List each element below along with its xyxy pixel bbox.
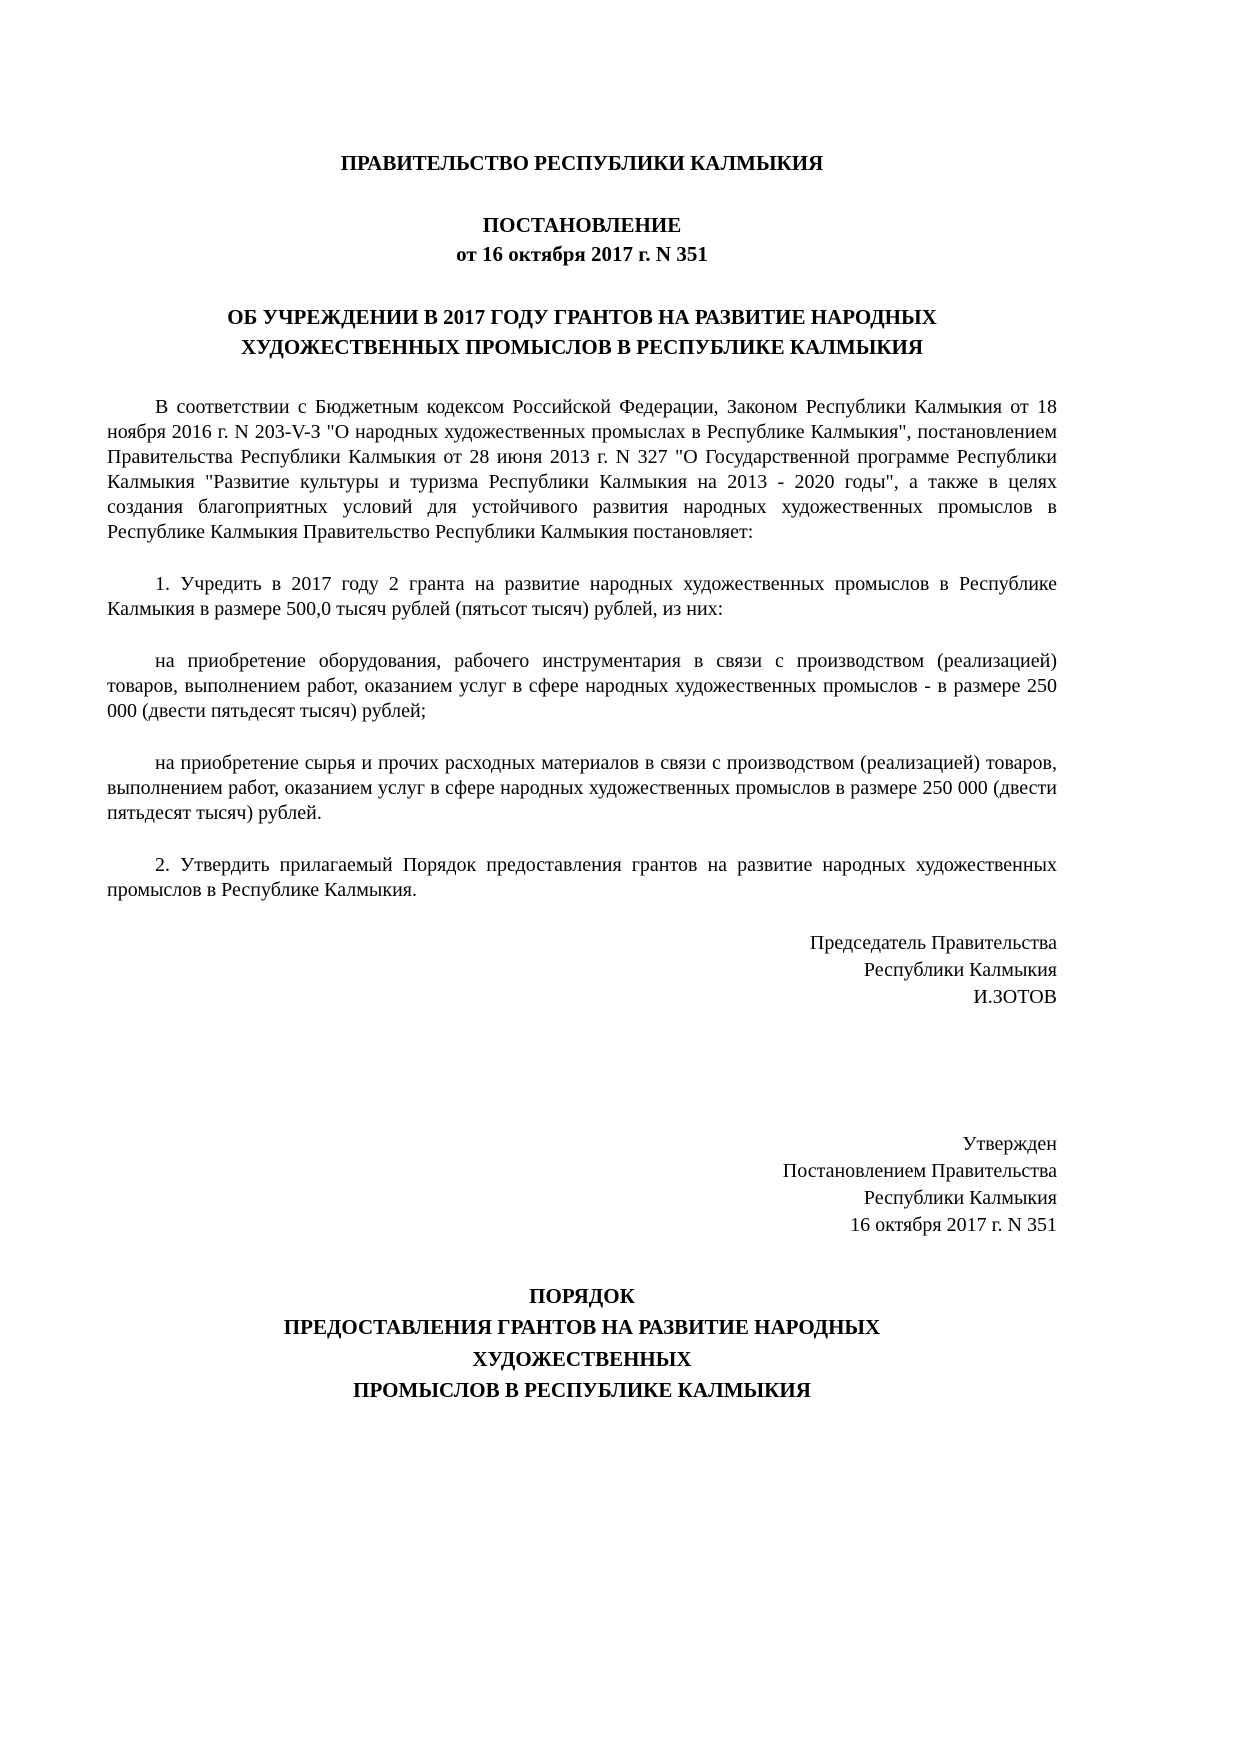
doc-date-number: от 16 октября 2017 г. N 351 bbox=[456, 241, 708, 266]
annex-title-line: ХУДОЖЕСТВЕННЫХ bbox=[472, 1346, 692, 1371]
body-paragraph: 1. Учредить в 2017 году 2 гранта на развитие народных художественных промыслов в Республике Калмыкия в размере 500,0 тысяч рублей (пятьсот тысяч) рублей, из них: bbox=[107, 572, 1057, 620]
doc-title-line: ХУДОЖЕСТВЕННЫХ ПРОМЫСЛОВ В РЕСПУБЛИКЕ КАЛМЫКИЯ bbox=[240, 335, 924, 360]
doc-title-line: ОБ УЧРЕЖДЕНИИ В 2017 ГОДУ ГРАНТОВ НА РАЗВИТИЕ НАРОДНЫХ bbox=[227, 304, 937, 329]
approval-line: Республики Калмыкия bbox=[863, 1186, 1057, 1209]
approval-line: Постановлением Правительства bbox=[782, 1159, 1057, 1182]
doc-title bbox=[107, 302, 1057, 363]
approval-block bbox=[107, 1131, 1057, 1239]
body-paragraph: на приобретение оборудования, рабочего инструментария в связи с производством (реализацией) товаров, выполнением работ, оказанием услуг в сфере народных художественных промыслов - в размере 250 000 (двести пятьдесят тысяч) рублей; bbox=[107, 649, 1057, 722]
signature-line: Республики Калмыкия bbox=[863, 958, 1057, 981]
doc-type-heading: ПОСТАНОВЛЕНИЕ bbox=[482, 213, 682, 238]
body-paragraph: В соответствии с Бюджетным кодексом Российской Федерации, Законом Республики Калмыкия от 18 ноября 2016 г. N 203-V-З "О народных художественных промыслах в Республике Калмыкия", постановлением Правительства Республики Калмыкия от 28 июня 2013 г. N 327 "О Государственной программе Республики Калмыкия "Развитие культуры и туризма Республики Калмыкия на 2013 - 2020 годы", а также в целях создания благоприятных условий для устойчивого развития народных художественных промыслов в Республике Калмыкия Правительство Республики Калмыкия постановляет: bbox=[107, 395, 1057, 543]
approval-line: Утвержден bbox=[962, 1132, 1057, 1155]
annex-title-line: ПРЕДОСТАВЛЕНИЯ ГРАНТОВ НА РАЗВИТИЕ НАРОДНЫХ bbox=[283, 1315, 881, 1340]
body-paragraph: 2. Утвердить прилагаемый Порядок предоставления грантов на развитие народных художественных промыслов в Республике Калмыкия. bbox=[107, 853, 1057, 901]
authority-heading: ПРАВИТЕЛЬСТВО РЕСПУБЛИКИ КАЛМЫКИЯ bbox=[340, 151, 824, 175]
doc-type-block bbox=[107, 211, 1057, 268]
annex-title bbox=[107, 1281, 1057, 1407]
annex-title-line: ПРОМЫСЛОВ В РЕСПУБЛИКЕ КАЛМЫКИЯ bbox=[353, 1378, 811, 1403]
signature-line: Председатель Правительства bbox=[809, 931, 1057, 954]
approval-line: 16 октября 2017 г. N 351 bbox=[850, 1213, 1057, 1236]
signature-name: И.ЗОТОВ bbox=[973, 985, 1057, 1008]
body-paragraph: на приобретение сырья и прочих расходных материалов в связи с производством (реализацией) товаров, выполнением работ, оказанием услуг в сфере народных художественных промыслов в размере 250 000 (двести пятьдесят тысяч) рублей. bbox=[107, 751, 1057, 824]
document-content bbox=[107, 150, 1057, 1407]
annex-title-line: ПОРЯДОК bbox=[529, 1283, 635, 1308]
signature-block bbox=[107, 930, 1057, 1011]
